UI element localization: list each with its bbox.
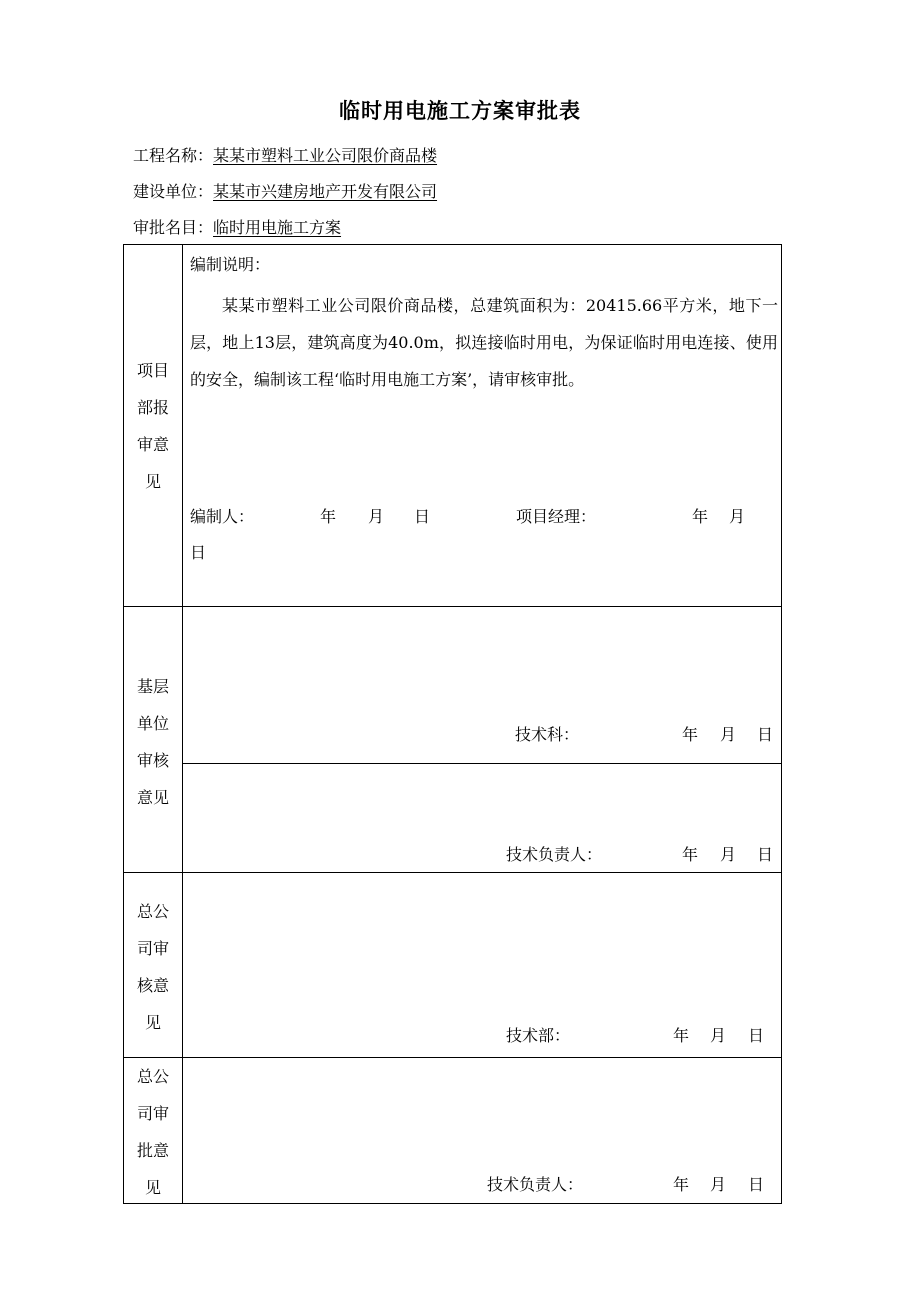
table-border-top	[123, 244, 782, 245]
approval-item-label: 审批名目：	[133, 218, 214, 237]
section-label-hq-approval: 总公 司审 批意 见	[136, 1067, 169, 1197]
tech-dept-year: 年	[673, 1026, 690, 1045]
project-manager-label: 项目经理：	[516, 507, 597, 526]
tech-section-month: 月	[720, 725, 737, 744]
tech-dept-month: 月	[710, 1026, 727, 1045]
section-label-project-dept: 项目 部报 审意 见	[136, 361, 169, 491]
compiler-month: 月	[368, 507, 385, 526]
tech-section-year: 年	[682, 725, 699, 744]
compiler-year: 年	[320, 507, 337, 526]
approval-month: 月	[710, 1175, 727, 1194]
approval-tech-lead-label: 技术负责人：	[487, 1175, 584, 1194]
manager-year: 年	[692, 507, 709, 526]
table-column-divider	[182, 244, 183, 1204]
tech-dept-day: 日	[748, 1026, 765, 1045]
table-divider	[182, 763, 782, 764]
compile-notes-body: 某某市塑料工业公司限价商品楼，总建筑面积为：20415.66平方米，地下一层，地上13层，建筑高度为40.0m，拟连接临时用电，为保证临时用电连接、使用的安全，编制该工程‘临时用电施工方案’，请审核审批。	[190, 296, 778, 389]
tech-section-label: 技术科：	[515, 725, 580, 744]
table-border-right	[781, 244, 782, 1204]
project-name-value: 某某市塑料工业公司限价商品楼	[213, 146, 438, 165]
tech-dept-label: 技术部：	[506, 1026, 571, 1045]
approval-year: 年	[673, 1175, 690, 1194]
tech-lead-year: 年	[682, 845, 699, 864]
tech-section-day: 日	[757, 725, 774, 744]
construction-unit-value: 某某市兴建房地产开发有限公司	[213, 182, 438, 201]
compile-notes-heading: 编制说明：	[190, 255, 271, 274]
table-divider	[123, 872, 782, 873]
construction-unit-row	[133, 182, 437, 202]
manager-month: 月	[729, 507, 746, 526]
project-name-row	[133, 146, 437, 166]
construction-unit-label: 建设单位：	[133, 182, 214, 201]
project-name-label: 工程名称：	[133, 146, 214, 165]
tech-lead-day: 日	[757, 845, 774, 864]
section-label-hq-review: 总公 司审 核意 见	[136, 902, 169, 1032]
compiler-label: 编制人：	[190, 507, 255, 526]
compiler-day: 日	[414, 507, 431, 526]
section-label-base-unit: 基层 单位 审核 意见	[136, 677, 169, 807]
table-divider	[123, 1057, 782, 1058]
table-border-bottom	[123, 1203, 782, 1204]
table-divider	[123, 606, 782, 607]
tech-lead-month: 月	[720, 845, 737, 864]
approval-item-value: 临时用电施工方案	[213, 218, 342, 237]
page-title: 临时用电施工方案审批表	[339, 99, 581, 123]
tech-lead-label: 技术负责人：	[506, 845, 603, 864]
manager-day: 日	[190, 543, 207, 562]
approval-day: 日	[748, 1175, 765, 1194]
approval-item-row	[133, 218, 341, 238]
